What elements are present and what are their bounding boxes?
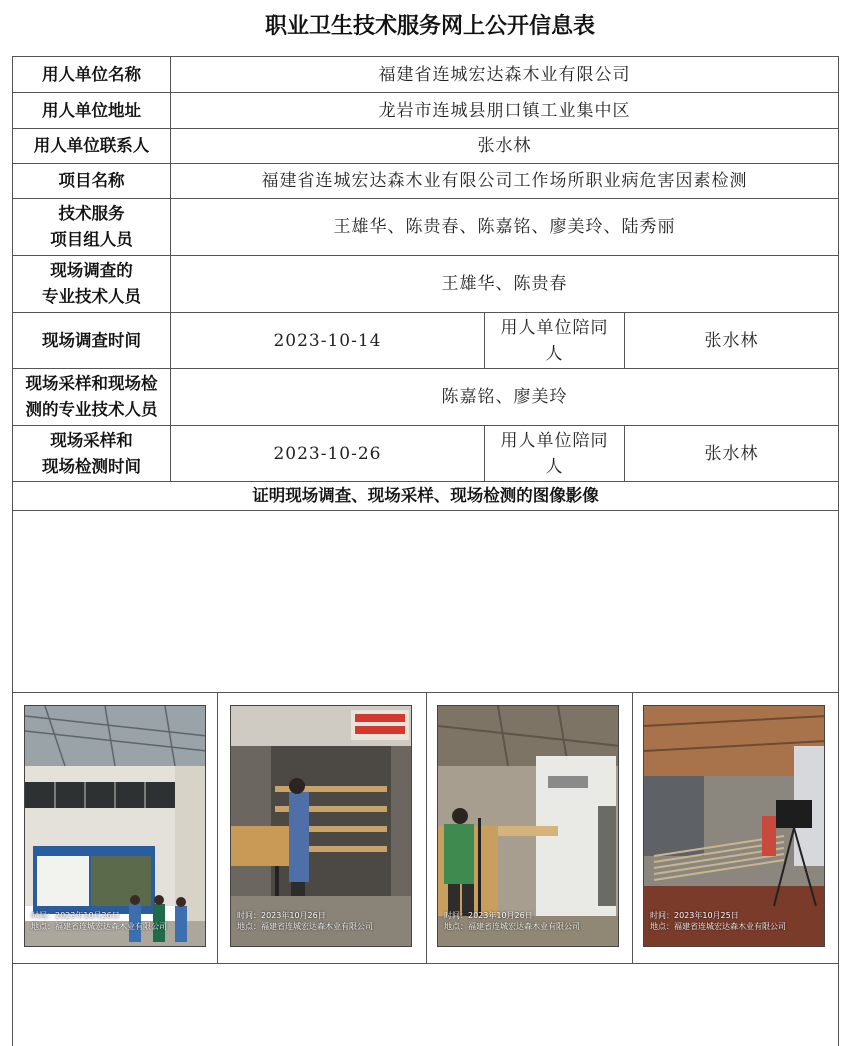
photo-2-caption-place: 地点：福建省连城宏达森木业有限公司 — [237, 922, 373, 931]
survey-staff-value: 王雄华、陈贵春 — [441, 274, 568, 294]
photo-sanding-machine — [437, 705, 619, 947]
employer-name-value: 福建省连城宏达森木业有限公司 — [378, 64, 631, 85]
sampling-time-label — [13, 426, 170, 481]
employer-address-label: 用人单位地址 — [42, 100, 141, 120]
sampling-time-label-line1: 现场采样和 — [50, 430, 133, 450]
photo-press-machine — [230, 705, 412, 947]
sampling-escort-value: 张水林 — [704, 443, 759, 464]
survey-staff-label-line2: 专业技术人员 — [42, 287, 141, 306]
project-team-label-line1: 技术服务 — [58, 204, 125, 223]
sampling-time-label-line2: 现场检测时间 — [42, 456, 141, 476]
sampling-time-date: 2023-10-26 — [273, 443, 382, 464]
photo-1-caption-time: 时间：2023年10月26日 — [31, 911, 120, 920]
photo-1-caption-place: 地点：福建省连城宏达森木业有限公司 — [31, 922, 167, 931]
survey-escort-value: 张水林 — [704, 330, 759, 351]
survey-escort-label-line2: 人 — [545, 343, 564, 364]
sampling-escort-label-line2: 人 — [545, 456, 564, 477]
survey-time-label: 现场调查时间 — [42, 330, 141, 350]
employer-contact-label: 用人单位联系人 — [33, 136, 150, 155]
sampling-staff-label-line1: 现场采样和现场检 — [25, 374, 158, 393]
photo-3-caption-place: 地点：福建省连城宏达森木业有限公司 — [444, 922, 580, 931]
project-name-label: 项目名称 — [58, 171, 125, 190]
sampling-staff-label — [13, 369, 170, 425]
page-title: 职业卫生技术服务网上公开信息表 — [264, 14, 595, 39]
sampling-escort-label — [485, 426, 624, 481]
survey-escort-label-line1: 用人单位陪同 — [500, 317, 609, 338]
sampling-escort-label-line1: 用人单位陪同 — [500, 430, 609, 451]
photo-factory-exterior — [24, 705, 206, 947]
employer-contact-value: 张水林 — [477, 136, 532, 156]
project-team-value: 王雄华、陈贵春、陈嘉铭、廖美玲、陆秀丽 — [333, 217, 676, 237]
survey-staff-label-line1: 现场调查的 — [50, 261, 133, 280]
employer-name-label: 用人单位名称 — [42, 64, 141, 84]
photo-4-caption-time: 时间：2023年10月25日 — [650, 911, 739, 920]
project-name-value: 福建省连城宏达森木业有限公司工作场所职业病危害因素检测 — [261, 171, 748, 191]
survey-escort-label — [485, 313, 624, 368]
sampling-staff-value: 陈嘉铭、廖美玲 — [441, 387, 568, 407]
photo-3-caption-time: 时间：2023年10月26日 — [444, 911, 533, 920]
project-team-label — [13, 199, 170, 255]
photo-2-caption-time: 时间：2023年10月26日 — [237, 911, 326, 920]
photo-veneer-stacks — [643, 705, 825, 947]
survey-staff-label — [13, 256, 170, 312]
project-team-label-line2: 项目组人员 — [50, 230, 133, 249]
images-section-header: 证明现场调查、现场采样、现场检测的图像影像 — [252, 486, 599, 505]
survey-time-date: 2023-10-14 — [273, 330, 382, 351]
employer-address-value: 龙岩市连城县朋口镇工业集中区 — [378, 100, 631, 121]
sampling-staff-label-line2: 测的专业技术人员 — [25, 400, 158, 419]
photo-4-caption-place: 地点：福建省连城宏达森木业有限公司 — [650, 922, 786, 931]
